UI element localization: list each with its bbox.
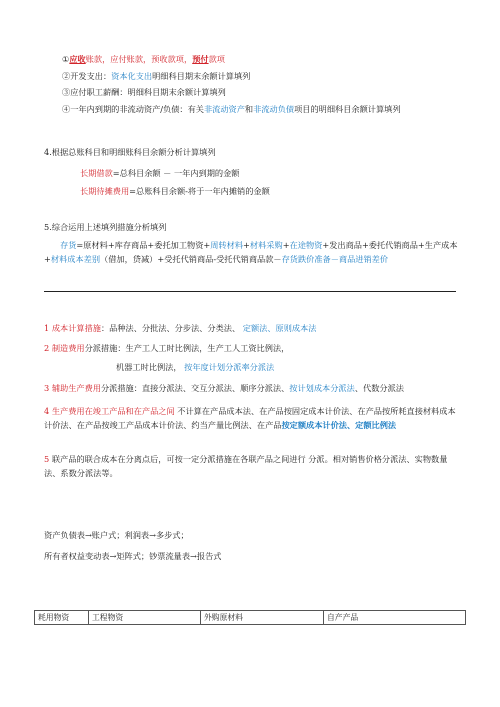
table-cell: 自产产品 xyxy=(324,611,466,625)
inventory-formula xyxy=(44,238,460,266)
item-number: ② xyxy=(62,71,71,81)
formula-line xyxy=(80,168,239,179)
list-text: 款项 xyxy=(208,54,225,64)
statement-line: 资产负债表→账户式；利润表→多步式； xyxy=(44,530,189,540)
item-text: 分派措施：生产工人工时比例法，生产工人工资比例法， xyxy=(84,343,290,353)
highlight-text: 辅助生产费用 xyxy=(51,383,101,393)
highlight-text: 长期待摊费用 xyxy=(80,186,130,196)
item-text: ：品种法、分批法、分步法、分类法、 xyxy=(100,323,241,333)
formula-text: =原材料+库存商品+委托加工物资+ xyxy=(76,240,211,250)
list-text: 账款，应付账款，预收款项， xyxy=(85,54,193,64)
cost-item-2 xyxy=(44,343,289,354)
item-number: ③ xyxy=(62,87,71,97)
cost-item-5 xyxy=(44,452,462,480)
highlight-text: 预付 xyxy=(192,54,209,64)
formula-text: + xyxy=(282,240,290,250)
list-item-noncurrent xyxy=(62,104,401,115)
formula-text: =总账科目余额-将于一年内摊销的金额 xyxy=(129,186,270,196)
cost-item-2-cont xyxy=(116,362,274,373)
list-text: 应付职工薪酬：明细科目期末余额计算填列 xyxy=(70,87,226,97)
item-text: 、代数分派法 xyxy=(354,383,404,393)
list-text: 和 xyxy=(244,104,254,114)
highlight-text: 生产费用 xyxy=(51,406,85,416)
list-text: 一年内到期的非流动资产/负债：有关 xyxy=(70,104,204,114)
formula-text: （借加，贷减）+受托代销商品-受托代销商品款－ xyxy=(100,254,282,264)
materials-table xyxy=(34,610,466,625)
cost-item-3 xyxy=(44,383,404,394)
highlight-text: 材料成本差别 xyxy=(50,254,101,264)
list-item-payroll xyxy=(62,87,226,98)
highlight-text: 非流动负债 xyxy=(253,104,295,114)
section-heading: 5.综合运用上述填列措施分析填列 xyxy=(44,222,167,232)
highlight-text: 应收 xyxy=(69,54,86,64)
table-cell: 耗用物资 xyxy=(35,611,89,625)
item-text: 分派措施：直接分派法、交互分派法、顺序分派法、 xyxy=(100,383,290,393)
formula-text: =总科目余额 － 一年内到期的金额 xyxy=(112,168,240,178)
highlight-text: 按定额成本计价法、定额比例法 xyxy=(281,420,397,430)
cost-item-1 xyxy=(44,323,316,334)
highlight-text: 周转材料 xyxy=(210,240,244,250)
item-text: 不计算在产品成本法、在产品按固定成本计价法、在产品按所耗直接材料成本计价法、在产品按竣工产品成本计价法、约当产量比例法、在产品 xyxy=(44,406,456,430)
highlight-text: 存货跌价准备－商品进销差价 xyxy=(281,254,389,264)
formula-line xyxy=(80,186,270,197)
list-item-development-expenditure xyxy=(62,71,250,82)
divider xyxy=(44,291,456,292)
highlight-text: 存货 xyxy=(60,240,77,250)
cost-item-4 xyxy=(44,404,462,432)
table-cell: 外购原材料 xyxy=(201,611,324,625)
item-number: 4 xyxy=(44,406,50,416)
list-text: 开发支出： xyxy=(70,71,112,81)
item-text: 联产品的联合成本在分离点后，可按一定分派措施在各联产品之间进行 分派。相对销售价格分派法、实物数量法、系数分派法等。 xyxy=(44,454,448,478)
item-text: 机器工时比例法， xyxy=(116,362,182,372)
item-number: 3 xyxy=(44,383,50,393)
section-heading: 4.根据总账科目和明细账科目余额分析计算填列 xyxy=(44,147,216,157)
statement-line: 所有者权益变动表→矩阵式；钞票流量表→报告式 xyxy=(44,551,222,561)
formula-text: +发出商品+委托代销商品+生产成本+ xyxy=(44,240,458,264)
highlight-text: 制造费用 xyxy=(51,343,85,353)
list-item-receivables xyxy=(62,54,225,65)
highlight-text: 按计划成本分派法 xyxy=(289,383,355,393)
item-number: 1 xyxy=(44,323,50,333)
list-text: 项目的明细科目余额计算填列 xyxy=(294,104,401,114)
highlight-text: 在途物资 xyxy=(289,240,323,250)
highlight-text: 非流动资产 xyxy=(203,104,245,114)
highlight-text: 长期借款 xyxy=(80,168,113,178)
highlight-text: 资本化支出 xyxy=(111,71,153,81)
item-number: ① xyxy=(62,54,70,64)
highlight-text: 按年度计划分派率分派法 xyxy=(184,362,275,372)
table-cell: 工程物资 xyxy=(89,611,201,625)
list-text: 明细科目期末余额计算填列 xyxy=(152,71,251,81)
highlight-text: 在竣工产品和在产品之间 xyxy=(84,406,175,416)
item-number: ④ xyxy=(62,104,71,114)
item-number: 5 xyxy=(44,454,50,464)
highlight-text: 定额法、原则成本法 xyxy=(242,323,317,333)
item-number: 2 xyxy=(44,343,50,353)
highlight-text: 成本计算措施 xyxy=(51,323,101,333)
formula-text: + xyxy=(243,240,250,250)
table-row xyxy=(35,611,466,625)
highlight-text: 材料采购 xyxy=(249,240,283,250)
